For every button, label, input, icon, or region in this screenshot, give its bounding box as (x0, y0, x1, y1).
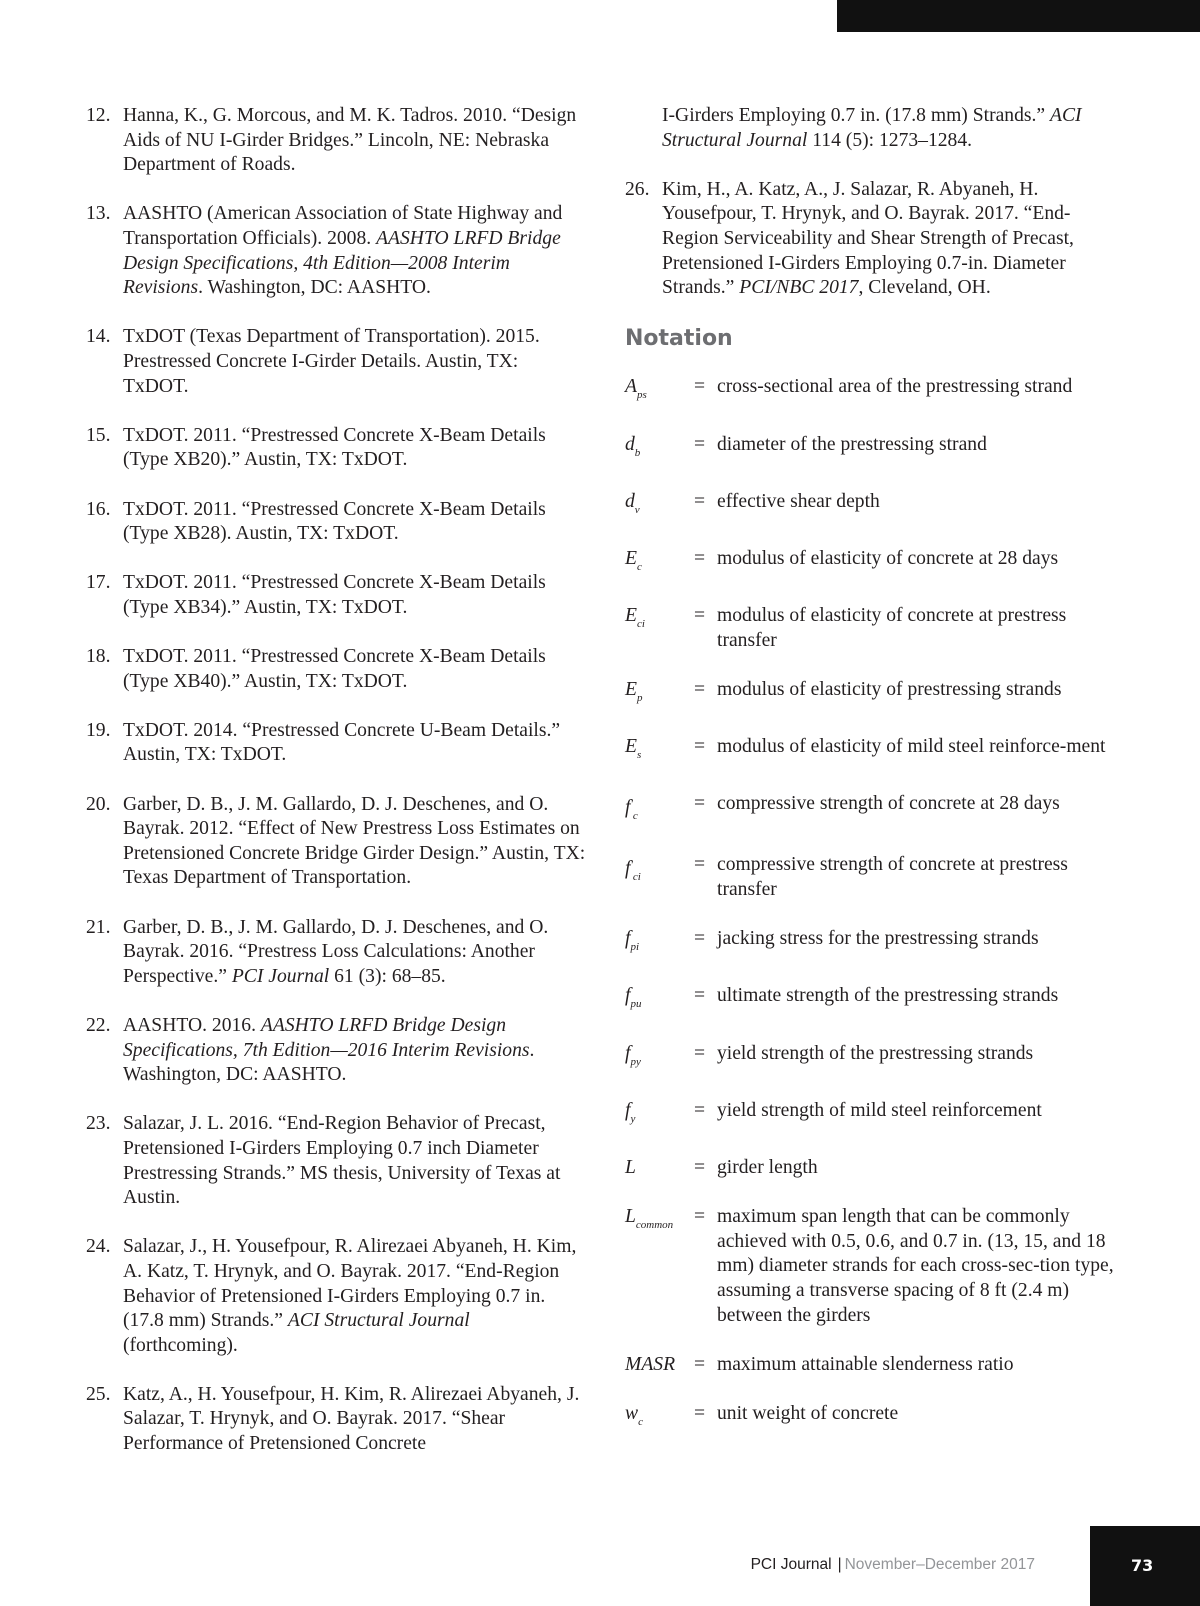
reference-number: 19. (86, 719, 111, 741)
reference-text (662, 104, 1125, 153)
symbol-subscript: c (638, 1415, 643, 1428)
notation-equals: = (694, 1206, 706, 1228)
symbol-subscript: ps (636, 389, 647, 402)
notation-equals: = (694, 854, 706, 876)
reference-item (86, 1235, 586, 1358)
reference-text (123, 1235, 586, 1358)
notation-item (625, 1099, 1125, 1132)
notation-item (625, 547, 1125, 580)
reference-segment: TxDOT. 2011. “Prestressed Concrete X-Beam Details (Type XB34).” Austin, TX: TxDOT. (123, 572, 546, 618)
reference-text (123, 571, 586, 620)
notation-symbol (625, 490, 694, 523)
reference-segment: Garber, D. B., J. M. Gallardo, D. J. Deschenes, and O. Bayrak. 2016. “Prestress Loss Calculations: Another Perspective.” (123, 916, 549, 987)
notation-definition: diameter of the prestressing strand (717, 433, 987, 455)
symbol-subscript: py (630, 1055, 641, 1068)
notation-equals: = (694, 928, 706, 950)
reference-item (86, 424, 586, 473)
reference-segment: . Washington, DC: AASHTO. (198, 277, 431, 299)
reference-text (123, 1112, 586, 1210)
notation-symbol (625, 927, 694, 960)
notation-equals: = (694, 433, 706, 455)
reference-text (123, 916, 586, 990)
symbol-base: f (625, 858, 631, 880)
reference-italic-segment: ACI Structural Journal (662, 105, 1082, 151)
notation-definition: yield strength of the prestressing strands (717, 1042, 1034, 1064)
notation-definition: modulus of elasticity of concrete at 28 days (717, 547, 1059, 569)
footer-journal: PCI Journal (750, 1556, 832, 1573)
notation-equals: = (694, 1402, 706, 1424)
notation-item (625, 678, 1125, 711)
reference-segment: Garber, D. B., J. M. Gallardo, D. J. Deschenes, and O. Bayrak. 2012. “Effect of New Prestress Loss Estimates on Pretensioned Concrete Bridge Girder Design.” Austin, TX: Texas Department of Transportation. (123, 793, 586, 889)
symbol-subscript: v (634, 503, 640, 516)
reference-item (86, 1014, 586, 1088)
reference-number: 14. (86, 326, 111, 348)
symbol-base: f (625, 928, 631, 950)
reference-segment: TxDOT. 2011. “Prestressed Concrete X-Beam Details (Type XB28). Austin, TX: TxDOT. (123, 498, 546, 545)
reference-italic-segment: AASHTO LRFD Bridge Design Specifications, 7th Edition—2016 Interim Revisions (123, 1014, 530, 1061)
reference-italic-segment: PCI Journal (231, 965, 330, 987)
reference-segment: TxDOT. 2011. “Prestressed Concrete X-Beam Details (Type XB20).” Austin, TX: TxDOT. (123, 424, 546, 471)
reference-text (123, 1383, 586, 1457)
symbol-subscript: b (634, 446, 641, 459)
right-column (625, 104, 1125, 1459)
reference-item (86, 1383, 586, 1457)
reference-number: 22. (86, 1014, 111, 1036)
reference-segment: 61 (3): 68–85. (329, 965, 446, 987)
notation-equals: = (694, 605, 706, 627)
notation-item (625, 927, 1125, 960)
reference-italic-segment: AASHTO LRFD Bridge Design Specifications, 4th Edition—2008 Interim Revisions (123, 227, 561, 299)
symbol-base: d (625, 433, 635, 455)
reference-number: 26. (625, 178, 650, 200)
notation-definition: maximum attainable slenderness ratio (717, 1353, 1014, 1375)
reference-item (86, 325, 586, 399)
notation-equals: = (694, 1099, 706, 1121)
reference-item (86, 571, 586, 620)
symbol-subscript: pi (630, 941, 640, 954)
reference-continuation (625, 104, 1125, 153)
reference-italic-segment: PCI/NBC 2017 (739, 277, 859, 299)
reference-number: 17. (86, 572, 111, 594)
reference-text (123, 424, 586, 473)
notation-item (625, 433, 1125, 466)
notation-definition: cross-sectional area of the prestressing strand (717, 376, 1073, 398)
references-column-left (86, 104, 586, 1481)
reference-segment: Salazar, J. L. 2016. “End-Region Behavior of Precast, Pretensioned I-Girders Employing 0.7 inch Diameter Prestressing Strands.” MS thesis, University of Texas at Austin. (123, 1113, 561, 1209)
reference-item (86, 916, 586, 990)
notation-symbol (625, 604, 694, 653)
notation-definition: girder length (717, 1156, 818, 1178)
symbol-base: E (625, 547, 637, 569)
notation-symbol (625, 1402, 694, 1435)
notation-symbol (625, 1042, 694, 1075)
reference-item (86, 202, 586, 300)
reference-number: 12. (86, 105, 111, 126)
reference-item (86, 793, 586, 891)
page-footer (751, 1556, 1035, 1574)
symbol-prime: ' (630, 798, 633, 811)
symbol-base: E (625, 605, 637, 627)
notation-equals: = (694, 678, 706, 700)
reference-text (123, 793, 586, 891)
notation-definition: maximum span length that can be commonly achieved with 0.5, 0.6, and 0.7 in. (13, 15, and 18 mm) diameter strands for each cross-sec-tion type, assuming a transverse spacing of 8 ft (2.4 m) between the girders (717, 1206, 1114, 1326)
reference-segment: Kim, H., A. Katz, A., J. Salazar, R. Abyaneh, H. Yousefpour, T. Hrynyk, and O. Bayrak. 2017. “End-Region Serviceability and Shear Strength of Precast, Pretensioned I-Girders Employing 0.7-in. Diameter Strands.” (662, 178, 1074, 299)
reference-item (86, 498, 586, 547)
reference-number: 15. (86, 424, 111, 446)
reference-italic-segment: ACI Structural Journal (287, 1310, 470, 1332)
notation-symbol (625, 853, 694, 902)
notation-symbol (625, 547, 694, 580)
reference-text (123, 719, 586, 768)
reference-item (86, 645, 586, 694)
reference-segment: TxDOT (Texas Department of Transportation). 2015. Prestressed Concrete I-Girder Details. Austin, TX: TxDOT. (123, 326, 540, 397)
reference-number: 21. (86, 916, 111, 938)
reference-segment: AASHTO. 2016. (123, 1014, 261, 1036)
notation-symbol (625, 1156, 694, 1181)
reference-number: 20. (86, 793, 111, 815)
symbol-subscript: ci (636, 618, 645, 631)
notation-equals: = (694, 793, 706, 815)
notation-equals: = (694, 547, 706, 569)
notation-symbol (625, 1353, 694, 1378)
notation-symbol (625, 735, 694, 768)
symbol-base: f (625, 1042, 631, 1064)
footer-date: November–December 2017 (844, 1556, 1035, 1573)
symbol-base: f (625, 1099, 631, 1121)
notation-equals: = (694, 736, 706, 758)
notation-item (625, 984, 1125, 1017)
notation-item (625, 792, 1125, 829)
reference-number: 23. (86, 1113, 111, 1135)
notation-equals: = (694, 490, 706, 512)
symbol-subscript: common (635, 1219, 674, 1232)
reference-segment: Hanna, K., G. Morcous, and M. K. Tadros. 2010. “Design Aids of NU I-Girder Bridges.” Lincoln, NE: Nebraska Department of Roads. (123, 105, 577, 176)
symbol-subscript: c (632, 810, 638, 823)
notation-symbol (625, 792, 694, 829)
reference-number: 18. (86, 646, 111, 668)
reference-text (123, 325, 586, 399)
notation-symbol (625, 984, 694, 1017)
reference-item (625, 178, 1125, 301)
symbol-base: L (625, 1206, 636, 1228)
reference-number: 25. (86, 1383, 111, 1405)
symbol-subscript: p (636, 691, 643, 704)
reference-text (123, 104, 586, 178)
notation-item (625, 1402, 1125, 1435)
notation-symbol (625, 1099, 694, 1132)
notation-equals: = (694, 1042, 706, 1064)
page-number: 73 (1131, 1556, 1154, 1575)
notation-definition: compressive strength of concrete at 28 days (717, 793, 1060, 815)
notation-definition: modulus of elasticity of prestressing strands (717, 678, 1062, 700)
notation-symbol (625, 375, 694, 408)
symbol-base: f (625, 985, 631, 1007)
notation-item (625, 1205, 1125, 1328)
symbol-base: d (625, 490, 635, 512)
symbol-subscript: ci (632, 871, 641, 884)
reference-segment: I-Girders Employing 0.7 in. (17.8 mm) Strands.” (662, 105, 1051, 126)
notation-item (625, 604, 1125, 653)
notation-definition: jacking stress for the prestressing strands (717, 928, 1039, 950)
notation-definition: unit weight of concrete (717, 1402, 899, 1424)
reference-segment: Salazar, J., H. Yousefpour, R. Alirezaei Abyaneh, H. Kim, A. Katz, T. Hrynyk, and O. Bayrak. 2017. “End-Region Behavior of Pretensioned I-Girders Employing 0.7 in. (17.8 mm) Strands.” (123, 1236, 577, 1332)
symbol-subscript: pu (630, 998, 642, 1011)
reference-segment: Katz, A., H. Yousefpour, H. Kim, R. Alirezaei Abyaneh, J. Salazar, T. Hrynyk, and O. Bayrak. 2017. “Shear Performance of Pretensioned Concrete (123, 1383, 580, 1455)
symbol-base: MASR (625, 1353, 676, 1375)
symbol-subscript: s (636, 749, 642, 762)
reference-number: 13. (86, 203, 111, 225)
notation-item (625, 375, 1125, 408)
notation-equals: = (694, 1156, 706, 1178)
reference-segment: , Cleveland, OH. (858, 277, 991, 299)
notation-item (625, 1156, 1125, 1181)
symbol-base: E (625, 678, 637, 700)
notation-definition: effective shear depth (717, 490, 880, 512)
notation-equals: = (694, 1353, 706, 1375)
reference-item (86, 1112, 586, 1210)
references-column-right (625, 104, 1125, 301)
reference-segment: AASHTO (American Association of State Highway and Transportation Officials). 2008. (123, 203, 563, 249)
notation-item (625, 1042, 1125, 1075)
notation-heading: Notation (625, 326, 733, 352)
reference-number: 24. (86, 1236, 111, 1258)
reference-segment: TxDOT. 2014. “Prestressed Concrete U-Beam Details.” Austin, TX: TxDOT. (123, 719, 561, 766)
notation-symbol (625, 678, 694, 711)
header-black-bar (837, 0, 1200, 32)
reference-text (662, 178, 1125, 301)
notation-definition: modulus of elasticity of mild steel reinforce-ment (717, 736, 1106, 758)
symbol-base: L (625, 1156, 636, 1178)
symbol-base: w (625, 1402, 639, 1424)
reference-item (86, 104, 586, 178)
reference-segment: (forthcoming). (123, 1334, 238, 1356)
reference-text (123, 1014, 586, 1088)
symbol-base: A (625, 376, 637, 398)
reference-text (123, 202, 586, 300)
notation-definition: yield strength of mild steel reinforcement (717, 1099, 1042, 1121)
notation-symbol (625, 1205, 694, 1328)
footer-separator: | (837, 1556, 842, 1573)
symbol-base: E (625, 736, 637, 758)
notation-item (625, 853, 1125, 902)
reference-segment: TxDOT. 2011. “Prestressed Concrete X-Beam Details (Type XB40).” Austin, TX: TxDOT. (123, 646, 546, 692)
symbol-subscript: c (636, 560, 642, 573)
symbol-subscript: y (630, 1112, 636, 1125)
notation-definition: ultimate strength of the prestressing strands (717, 985, 1059, 1007)
notation-symbol (625, 433, 694, 466)
reference-item (86, 719, 586, 768)
notation-definition: modulus of elasticity of concrete at prestress transfer (717, 605, 1067, 651)
notation-item (625, 490, 1125, 523)
reference-number: 16. (86, 498, 111, 520)
notation-equals: = (694, 376, 706, 398)
notation-definition: compressive strength of concrete at prestress transfer (717, 854, 1068, 901)
notation-item (625, 735, 1125, 768)
reference-segment: 114 (5): 1273–1284. (807, 129, 973, 151)
notation-item (625, 1353, 1125, 1378)
reference-segment: . Washington, DC: AASHTO. (123, 1039, 535, 1086)
notation-equals: = (694, 985, 706, 1007)
reference-text (123, 498, 586, 547)
symbol-prime: ' (630, 859, 633, 872)
symbol-base: f (625, 797, 631, 819)
notation-list (625, 375, 1125, 1434)
reference-text (123, 645, 586, 694)
